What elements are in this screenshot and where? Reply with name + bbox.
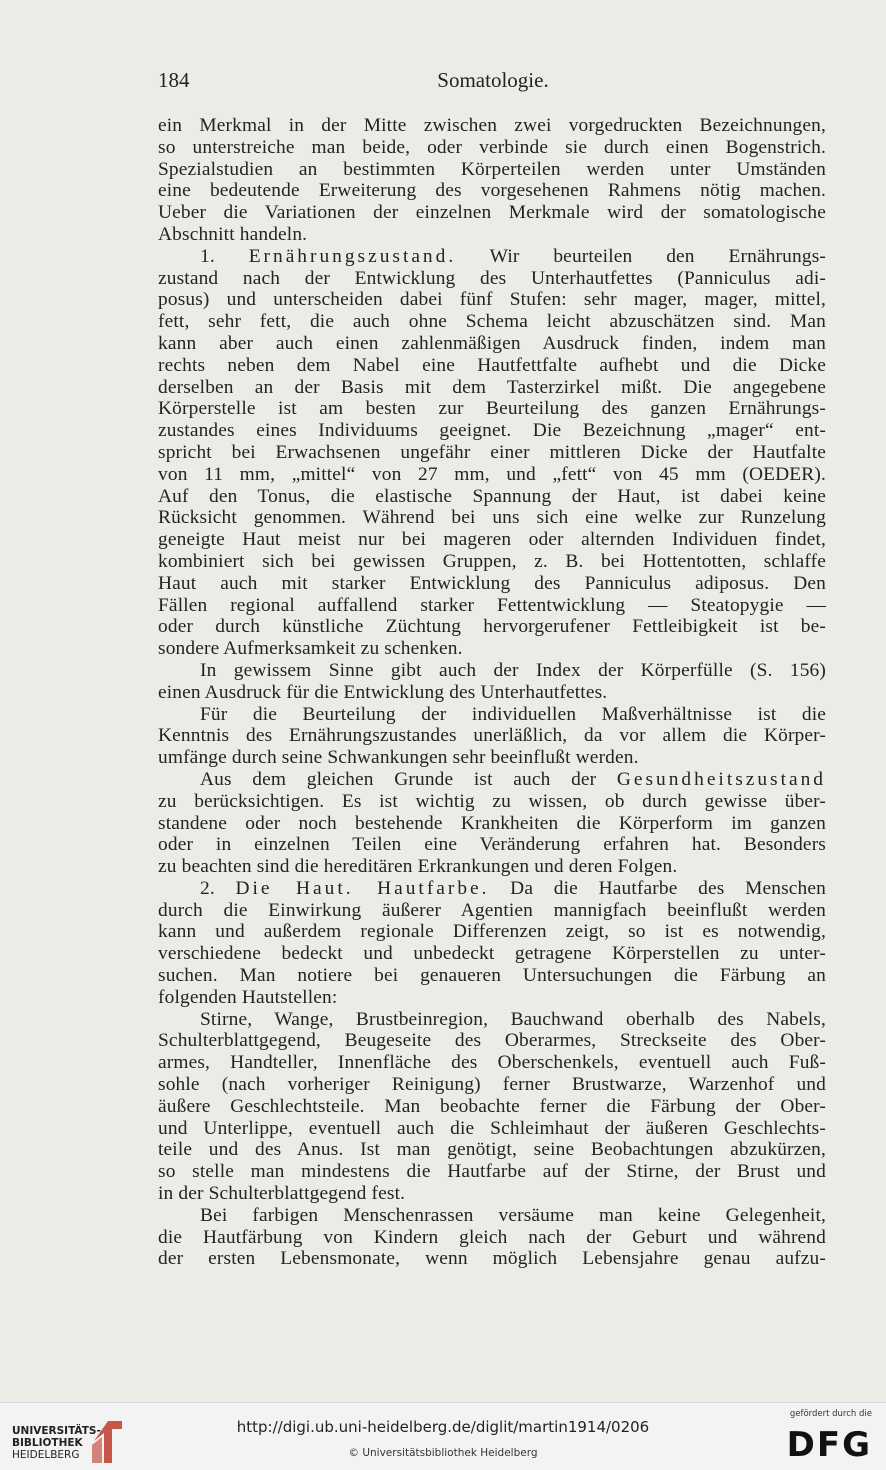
text-line: Für die Beurteilung der individuellen Maßverhältnisse ist die xyxy=(200,703,826,725)
text-line: der ersten Lebensmonate, wenn möglich Lebensjahre genau aufzu- xyxy=(158,1248,826,1270)
running-header xyxy=(158,68,828,92)
text-line: Kenntnis des Ernährungszustandes unerläßlich, da vor allem die Körper- xyxy=(158,725,826,747)
text-line: 1. Ernährungszustand. Wir beurteilen den Ernährungs- xyxy=(200,245,826,267)
text-line: einen Ausdruck für die Entwicklung des Unterhautfettes. xyxy=(158,681,608,703)
text-line: in der Schulterblattgegend fest. xyxy=(158,1183,406,1205)
text-line: oder durch künstliche Züchtung hervorgerufener Fettleibigkeit ist be- xyxy=(158,616,826,638)
permalink-url[interactable]: http://digi.ub.uni-heidelberg.de/diglit/martin1914/0206 xyxy=(236,1418,650,1436)
text-line: zu berücksichtigen. Es ist wichtig zu wissen, ob durch gewisse über- xyxy=(158,790,826,812)
page-number: 184 xyxy=(158,68,190,92)
text-line: die Hautfärbung von Kindern gleich nach der Geburt und während xyxy=(158,1226,826,1248)
text-line: Rücksicht genommen. Während bei uns sich eine welke zur Runzelung xyxy=(158,507,826,529)
text-line: spricht bei Erwachsenen ungefähr einer mittleren Dicke der Hautfalte xyxy=(158,441,826,463)
text-line: kann aber auch einen zahlenmäßigen Ausdruck finden, indem man xyxy=(158,332,826,354)
running-title: Somatologie. xyxy=(437,68,549,92)
text-line: kombiniert sich bei gewissen Gruppen, z. B. bei Hottentotten, schlaffe xyxy=(158,550,826,572)
text-line: rechts neben dem Nabel eine Hautfettfalte aufhebt und die Dicke xyxy=(158,354,826,376)
spaced-heading: Die Haut. Hautfarbe. xyxy=(235,877,490,899)
text-line: verschiedene bedeckt und unbedeckt getragene Körperstellen zu unter- xyxy=(158,943,826,965)
text-line: so stelle man mindestens die Hautfarbe auf der Stirne, der Brust und xyxy=(158,1161,826,1183)
text-line: posus) und unterscheiden dabei fünf Stufen: sehr mager, mager, mittel, xyxy=(158,289,826,311)
text-line: Schulterblattgegend, Beugeseite des Oberarmes, Streckseite des Ober- xyxy=(158,1030,826,1052)
text-line: Stirne, Wange, Brustbeinregion, Bauchwand oberhalb des Nabels, xyxy=(200,1008,826,1030)
text-line: Auf den Tonus, die elastische Spannung der Haut, ist dabei keine xyxy=(158,485,826,507)
dfg-logo: DFG xyxy=(786,1425,872,1465)
text-line: sohle (nach vorheriger Reinigung) ferner Brustwarze, Warzenhof und xyxy=(158,1074,826,1096)
text-line: Spezialstudien an bestimmten Körperteilen werden unter Umständen xyxy=(158,158,826,180)
text-line: und Unterlippe, eventuell auch die Schleimhaut der äußeren Geschlechts- xyxy=(158,1117,826,1139)
body-text xyxy=(158,115,826,1270)
text-line: Ueber die Variationen der einzelnen Merkmale wird der somatologische xyxy=(158,202,826,224)
text-line: oder in einzelnen Teilen eine Veränderung erfahren hat. Besonders xyxy=(158,834,826,856)
text-line: 2. Die Haut. Hautfarbe. Da die Hautfarbe des Menschen xyxy=(200,877,826,899)
text-line: In gewissem Sinne gibt auch der Index der Körperfülle (S. 156) xyxy=(200,659,826,681)
text-line: zu beachten sind die hereditären Erkrankungen und deren Folgen. xyxy=(158,856,678,878)
text-line: zustand nach der Entwicklung des Unterhautfettes (Panniculus adi- xyxy=(158,267,826,289)
text-line: suchen. Man notiere bei genaueren Untersuchungen die Färbung an xyxy=(158,965,826,987)
text-line: teile und des Anus. Ist man genötigt, seine Beobachtungen abzukürzen, xyxy=(158,1139,826,1161)
text-line: Haut auch mit starker Entwicklung des Panniculus adiposus. Den xyxy=(158,572,826,594)
dfg-funding-badge[interactable]: gefördert durch die DFG xyxy=(786,1409,872,1465)
text-line: durch die Einwirkung äußerer Agentien mannigfach beeinflußt werden xyxy=(158,899,826,921)
text-line: sondere Aufmerksamkeit zu schenken. xyxy=(158,638,463,660)
library-name: UNIVERSITÄTS- BIBLIOTHEK HEIDELBERG xyxy=(12,1425,101,1461)
text-line: so unterstreiche man beide, oder verbinde sie durch einen Bogenstrich. xyxy=(158,136,826,158)
text-line: geneigte Haut meist nur bei mageren oder alternden Individuen findet, xyxy=(158,529,826,551)
spaced-heading: Ernährungszustand. xyxy=(248,245,457,267)
text-line: äußere Geschlechtsteile. Man beobachte ferner die Färbung der Ober- xyxy=(158,1095,826,1117)
text-line: Aus dem gleichen Grunde ist auch der Gesundheitszustand xyxy=(200,768,826,790)
copyright-notice: © Universitätsbibliothek Heidelberg xyxy=(348,1447,538,1459)
text-line: derselben an der Basis mit dem Tasterzirkel mißt. Die angegebene xyxy=(158,376,826,398)
text-line: Bei farbigen Menschenrassen versäume man keine Gelegenheit, xyxy=(200,1204,826,1226)
text-line: zustandes eines Individuums geeignet. Die Bezeichnung „mager“ ent- xyxy=(158,420,826,442)
text-line: Abschnitt handeln. xyxy=(158,223,308,245)
text-line: folgenden Hautstellen: xyxy=(158,986,338,1008)
text-line: Körperstelle ist am besten zur Beurteilung des ganzen Ernährungs- xyxy=(158,398,826,420)
text-line: standene oder noch bestehende Krankheiten die Körperform im ganzen xyxy=(158,812,826,834)
text-line: umfänge durch seine Schwankungen sehr beeinflußt werden. xyxy=(158,747,639,769)
text-line: Fällen regional auffallend starker Fettentwicklung — Steatopygie — xyxy=(158,594,826,616)
text-line: von 11 mm, „mittel“ von 27 mm, und „fett“ von 45 mm (OEDER). xyxy=(158,463,826,485)
text-line: armes, Handteller, Innenfläche des Oberschenkels, eventuell auch Fuß- xyxy=(158,1052,826,1074)
viewer-footer xyxy=(0,1402,886,1470)
text-line: fett, sehr fett, die auch ohne Schema leicht abzuschätzen sind. Man xyxy=(158,311,826,333)
spaced-heading: Gesundheitszustand xyxy=(616,768,826,790)
text-line: ein Merkmal in der Mitte zwischen zwei vorgedruckten Bezeichnungen, xyxy=(158,115,826,136)
text-line: eine bedeutende Erweiterung des vorgesehenen Rahmens nötig machen. xyxy=(158,180,826,202)
text-line: kann und außerdem regionale Differenzen zeigt, so ist es notwendig, xyxy=(158,921,826,943)
